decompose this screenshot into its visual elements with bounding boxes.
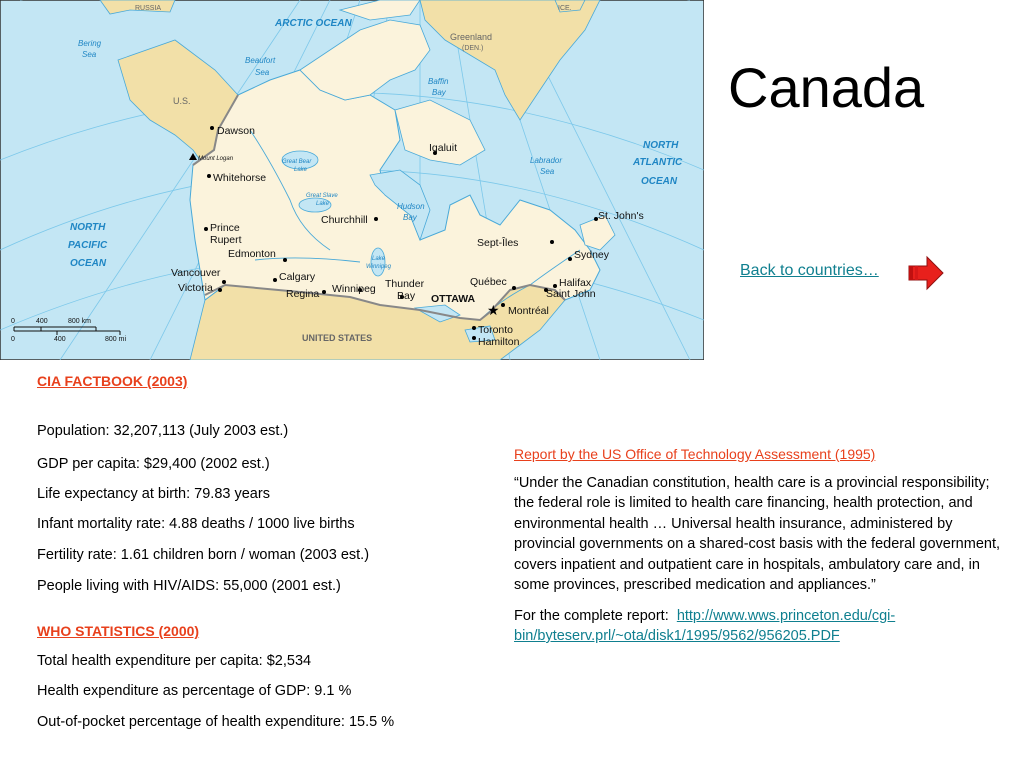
city-st-johns: St. John's	[598, 210, 644, 222]
great-bear-lake-label: Great Bear	[282, 159, 312, 165]
svg-text:400: 400	[54, 336, 66, 343]
arctic-ocean-label: ARCTIC OCEAN	[275, 18, 352, 29]
city-montreal: Montréal	[508, 305, 549, 317]
city-victoria: Victoria	[178, 282, 213, 294]
stat-fertility-rate: Fertility rate: 1.61 children born / woman (2003 est.)	[37, 547, 370, 563]
report-section	[514, 444, 1004, 647]
report-complete-label: For the complete report:	[514, 607, 669, 624]
city-quebec: Québec	[470, 276, 507, 288]
canada-map	[0, 0, 704, 360]
north-pacific-label-1: NORTH	[70, 222, 106, 233]
city-halifax: Halifax	[559, 277, 592, 289]
united-states-label: UNITED STATES	[302, 333, 373, 343]
city-ottawa: OTTAWA	[431, 293, 476, 305]
us-label: U.S.	[173, 96, 191, 106]
stat-population: Population: 32,207,113 (July 2003 est.)	[37, 423, 289, 439]
stat-health-expenditure-gdp: Health expenditure as percentage of GDP: 9.1 %	[37, 683, 352, 699]
stat-infant-mortality: Infant mortality rate: 4.88 deaths / 1000 live births	[37, 516, 355, 532]
north-atlantic-label-3: OCEAN	[641, 176, 678, 187]
who-statistics-heading: WHO STATISTICS (2000)	[37, 623, 200, 639]
svg-text:Bay: Bay	[403, 213, 417, 222]
baffin-bay-label: Baffin	[428, 77, 449, 86]
city-vancouver: Vancouver	[171, 267, 221, 279]
great-slave-lake-label: Great Slave	[306, 193, 338, 199]
city-regina: Regina	[286, 288, 320, 300]
city-winnipeg: Winnipeg	[332, 283, 376, 295]
report-url-link[interactable]: http://www.wws.princeton.edu/cgi-bin/byteserv.prl/~ota/disk1/1995/9562/956205.PDF	[514, 607, 896, 644]
svg-text:Bay: Bay	[432, 88, 446, 97]
north-atlantic-label-1: NORTH	[643, 140, 679, 151]
city-whitehorse: Whitehorse	[213, 172, 267, 184]
bering-sea-label: Bering	[78, 39, 102, 48]
svg-text:Sea: Sea	[255, 68, 270, 77]
city-iqaluit: Iqaluit	[429, 142, 458, 154]
city-churchhill: Churchhill	[321, 214, 368, 226]
svg-text:Sea: Sea	[82, 50, 97, 59]
stat-health-expenditure-per-capita: Total health expenditure per capita: $2,534	[37, 653, 312, 669]
page-title: Canada	[728, 56, 925, 119]
labrador-sea-label: Labrador	[530, 156, 563, 165]
city-calgary: Calgary	[279, 271, 316, 283]
arrow-right-icon[interactable]	[907, 255, 945, 291]
report-heading: Report by the US Office of Technology Assessment (1995)	[514, 446, 876, 462]
svg-text:400: 400	[36, 318, 48, 325]
iceland-label: ICE.	[558, 5, 572, 12]
svg-text:Winnipeg: Winnipeg	[366, 264, 391, 270]
greenland-label: Greenland	[450, 32, 493, 42]
north-pacific-label-3: OCEAN	[70, 258, 107, 269]
city-sept-iles: Sept-Îles	[477, 237, 519, 249]
svg-text:0: 0	[11, 336, 15, 343]
north-pacific-label-2: PACIFIC	[68, 240, 108, 251]
cia-factbook-heading: CIA FACTBOOK (2003)	[37, 373, 188, 389]
greenland-den-label: (DEN.)	[462, 45, 484, 52]
city-dawson: Dawson	[217, 125, 255, 137]
svg-text:Lake: Lake	[316, 201, 330, 207]
stat-gdp-per-capita: GDP per capita: $29,400 (2002 est.)	[37, 456, 270, 472]
city-saint-john: Saint John	[546, 288, 596, 300]
stat-out-of-pocket: Out-of-pocket percentage of health expenditure: 15.5 %	[37, 714, 395, 730]
city-thunder-bay-1: Thunder	[385, 278, 425, 290]
ottawa-star: ★	[487, 302, 500, 318]
report-quote: “Under the Canadian constitution, health care is a provincial responsibility; the federal role is limited to health care financing, health protection, and environmental health … Universal health insurance, administered by provincial governments on a shared-cost basis with the federal government, covers inpatient and outpatient care in hospitals, ambulatory care and, in some provinces, prescribed medication and appliances.”	[514, 474, 1001, 593]
svg-text:Sea: Sea	[540, 167, 555, 176]
svg-text:Lake: Lake	[294, 167, 308, 173]
russia-label: RUSSIA	[135, 5, 162, 12]
city-thunder-bay-2: Bay	[397, 290, 416, 302]
stat-hiv-aids: People living with HIV/AIDS: 55,000 (2001 est.)	[37, 578, 341, 594]
mount-logan-label: Mount Logan	[198, 156, 234, 162]
svg-text:0: 0	[11, 318, 15, 325]
svg-text:800 km: 800 km	[68, 318, 91, 325]
hudson-bay-label: Hudson	[397, 202, 425, 211]
north-atlantic-label-2: ATLANTIC	[633, 157, 683, 168]
city-toronto: Toronto	[478, 324, 514, 336]
city-edmonton: Edmonton	[228, 248, 276, 260]
city-hamilton: Hamilton	[478, 336, 520, 348]
city-sydney: Sydney	[574, 249, 610, 261]
city-prince-rupert-1: Prince	[210, 222, 240, 234]
city-prince-rupert-2: Rupert	[210, 234, 242, 246]
svg-text:800 mi: 800 mi	[105, 336, 127, 343]
lake-winnipeg-label: Lake	[372, 256, 386, 262]
back-to-countries-link[interactable]: Back to countries…	[740, 262, 879, 279]
stat-life-expectancy: Life expectancy at birth: 79.83 years	[37, 486, 270, 502]
beaufort-sea-label: Beaufort	[245, 56, 276, 65]
report-complete-line	[514, 606, 1004, 647]
